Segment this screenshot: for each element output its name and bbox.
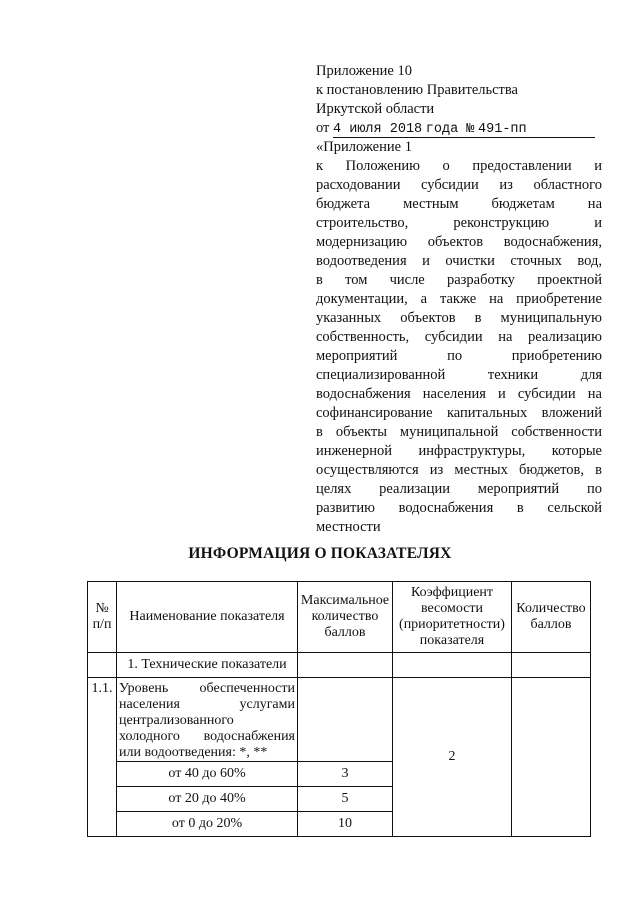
- date-prefix: от: [316, 120, 330, 136]
- range-label: от 40 до 60%: [117, 762, 298, 787]
- appendix10-to-resolution: к постановлению Правительства: [316, 82, 518, 98]
- appendix1-line: «Приложение 1: [316, 139, 412, 155]
- table-row: [88, 678, 591, 762]
- appendix1-line: целях реализации мероприятий по: [316, 481, 602, 497]
- row-num: 1.1.: [88, 678, 117, 837]
- range-points: 3: [298, 762, 393, 787]
- indicator-line: населения услугами: [119, 697, 295, 712]
- appendix1-line: софинансирование капитальных вложений: [316, 405, 602, 421]
- header-name: Наименование показателя: [117, 582, 298, 653]
- appendix1-line: специализированной техники для: [316, 367, 602, 383]
- header-coef: Коэффициент весомости (приоритетности) показателя: [393, 582, 512, 653]
- appendix1-line: к Положению о предоставлении и: [316, 158, 602, 174]
- appendix1-line: инженерной инфраструктуры, которые: [316, 443, 602, 459]
- appendix1-line: бюджета местным бюджетам на: [316, 196, 602, 212]
- section-title: 1. Технические показатели: [117, 653, 298, 678]
- appendix1-line: водоснабжения населения и субсидии на: [316, 386, 602, 402]
- range-label: от 20 до 40%: [117, 787, 298, 812]
- section-row: [88, 653, 591, 678]
- indicator-line: Уровень обеспеченности: [119, 681, 295, 696]
- table-header-row: [88, 582, 591, 653]
- range-label: от 0 до 20%: [117, 812, 298, 837]
- appendix10-region: Иркутской области: [316, 101, 435, 117]
- appendix10-title: Приложение 10: [316, 63, 412, 79]
- row-count-cell: [512, 678, 591, 837]
- section-coef-cell: [393, 653, 512, 678]
- appendix1-line: мероприятий по приобретению: [316, 348, 602, 364]
- appendix1-line: водоотведения и очистки сточных вод,: [316, 253, 602, 269]
- appendix1-line: осуществляются из местных бюджетов, в: [316, 462, 602, 478]
- appendix1-line: указанных объектов в муниципальную: [316, 310, 602, 326]
- section-count-cell: [512, 653, 591, 678]
- range-points: 5: [298, 787, 393, 812]
- date-year-word: года №: [425, 122, 475, 137]
- appendix1-line: модернизацию объектов водоснабжения,: [316, 234, 602, 250]
- row-indicator-name: [117, 678, 298, 762]
- indicator-line: централизованного: [119, 713, 234, 728]
- section-num-cell: [88, 653, 117, 678]
- appendix-header: [316, 62, 602, 537]
- appendix1-line: расходовании субсидии из областного: [316, 177, 602, 193]
- appendix1-line: строительство, реконструкцию и: [316, 215, 602, 231]
- indicator-line: или водоотведения: *, **: [119, 745, 268, 760]
- appendix1-line: собственность, субсидии на реализацию: [316, 329, 602, 345]
- page-title: ИНФОРМАЦИЯ О ПОКАЗАТЕЛЯХ: [188, 545, 452, 562]
- indicator-line: холодного водоснабжения: [119, 729, 295, 744]
- doc-number: 491-пп: [478, 122, 527, 137]
- header-count: Количество баллов: [512, 582, 591, 653]
- indicators-table: [87, 581, 591, 837]
- appendix1-line: в объекты муниципальной собственности: [316, 424, 602, 440]
- date-field: [333, 121, 595, 138]
- row-max-cell: [298, 678, 393, 762]
- row-coef: 2: [393, 678, 512, 837]
- header-num: № п/п: [88, 582, 117, 653]
- appendix1-line: в том числе разработку проектной: [316, 272, 602, 288]
- appendix1-line: местности: [316, 519, 381, 535]
- header-max: Максимальное количество баллов: [298, 582, 393, 653]
- appendix1-text: [316, 138, 602, 537]
- range-points: 10: [298, 812, 393, 837]
- date-value: 4 июля 2018: [333, 122, 423, 137]
- appendix1-line: документации, а также на приобретение: [316, 291, 602, 307]
- section-max-cell: [298, 653, 393, 678]
- appendix10-date-line: [316, 119, 602, 138]
- appendix1-line: развитию водоснабжения в сельской: [316, 500, 602, 516]
